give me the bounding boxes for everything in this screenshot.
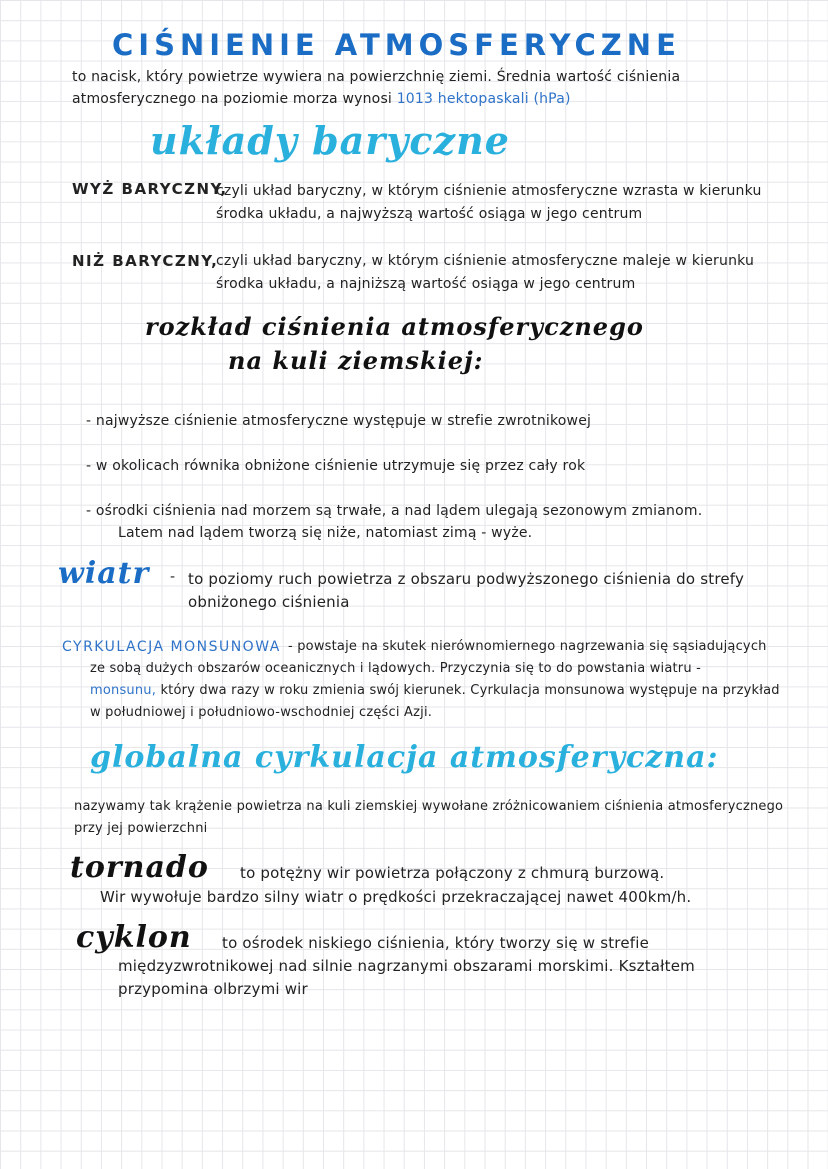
- monsun-line-3-text: który dwa razy w roku zmienia swój kierunek. Cyrkulacja monsunowa występuje na przykład: [160, 683, 780, 698]
- monsun-line-3: [90, 680, 780, 702]
- bullet-3-line-2: Latem nad lądem tworzą się niże, natomiast zimą - wyże.: [118, 525, 533, 541]
- wiatr-line-1: to poziomy ruch powietrza z obszaru podwyższonego ciśnienia do strefy: [188, 570, 745, 588]
- intro-line-2: [72, 88, 571, 110]
- cyklon-line-1: to ośrodek niskiego ciśnienia, który tworzy się w strefie: [222, 934, 650, 952]
- intro-pressure-value: 1013 hektopaskali (hPa): [396, 91, 571, 107]
- niz-label: NIŻ BARYCZNY,: [72, 252, 219, 270]
- heading-cyklon: cyklon: [76, 920, 192, 955]
- wyz-line-1: czyli układ baryczny, w którym ciśnienie atmosferyczne wzrasta w kierunku: [216, 183, 762, 199]
- heading-uklady-baryczne: układy baryczne: [150, 118, 510, 163]
- globalna-line-1: nazywamy tak krążenie powietrza na kuli ziemskiej wywołane zróżnicowaniem ciśnienia atmosferycznego: [74, 799, 784, 814]
- niz-line-1: czyli układ baryczny, w którym ciśnienie atmosferyczne maleje w kierunku: [216, 253, 755, 269]
- cyklon-line-3: przypomina olbrzymi wir: [118, 980, 308, 998]
- heading-wiatr: wiatr: [58, 556, 150, 591]
- bullet-3-line-1: - ośrodki ciśnienia nad morzem są trwałe, a nad lądem ulegają sezonowym zmianom.: [86, 503, 703, 519]
- heading-rozklad-line-1: rozkład ciśnienia atmosferycznego: [145, 312, 644, 341]
- heading-tornado: tornado: [70, 850, 209, 885]
- wyz-line-2: środka układu, a najwyższą wartość osiąga w jego centrum: [216, 206, 643, 222]
- monsun-line-2: ze sobą dużych obszarów oceanicznych i lądowych. Przyczynia się to do powstania wiatru -: [90, 661, 702, 676]
- monsun-label: CYRKULACJA MONSUNOWA: [62, 639, 281, 655]
- page-title: CIŚNIENIE ATMOSFERYCZNE: [112, 28, 681, 62]
- bullet-2: - w okolicach równika obniżone ciśnienie utrzymuje się przez cały rok: [86, 458, 586, 474]
- wiatr-line-2: obniżonego ciśnienia: [188, 593, 350, 611]
- wyz-label: WYŻ BARYCZNY,: [72, 180, 228, 198]
- bullet-1: - najwyższe ciśnienie atmosferyczne występuje w strefie zwrotnikowej: [86, 413, 592, 429]
- monsun-term: monsunu,: [90, 683, 157, 698]
- tornado-line-2: Wir wywołuje bardzo silny wiatr o prędkości przekraczającej nawet 400km/h.: [100, 888, 692, 906]
- monsun-line-4: w południowej i południowo-wschodniej części Azji.: [90, 705, 433, 720]
- monsun-line-1: - powstaje na skutek nierównomiernego nagrzewania się sąsiadujących: [288, 639, 767, 654]
- intro-line-2-text: atmosferycznego na poziomie morza wynosi: [72, 91, 393, 107]
- wiatr-dash: -: [170, 569, 176, 585]
- niz-line-2: środka układu, a najniższą wartość osiąga w jego centrum: [216, 276, 636, 292]
- intro-line-1: to nacisk, który powietrze wywiera na powierzchnię ziemi. Średnia wartość ciśnienia: [72, 69, 681, 85]
- cyklon-line-2: międzyzwrotnikowej nad silnie nagrzanymi obszarami morskimi. Kształtem: [118, 957, 695, 975]
- tornado-line-1: to potężny wir powietrza połączony z chmurą burzową.: [240, 864, 665, 882]
- heading-rozklad-line-2: na kuli ziemskiej:: [228, 346, 484, 375]
- globalna-line-2: przy jej powierzchni: [74, 821, 208, 836]
- heading-globalna-cyrkulacja: globalna cyrkulacja atmosferyczna:: [90, 740, 719, 775]
